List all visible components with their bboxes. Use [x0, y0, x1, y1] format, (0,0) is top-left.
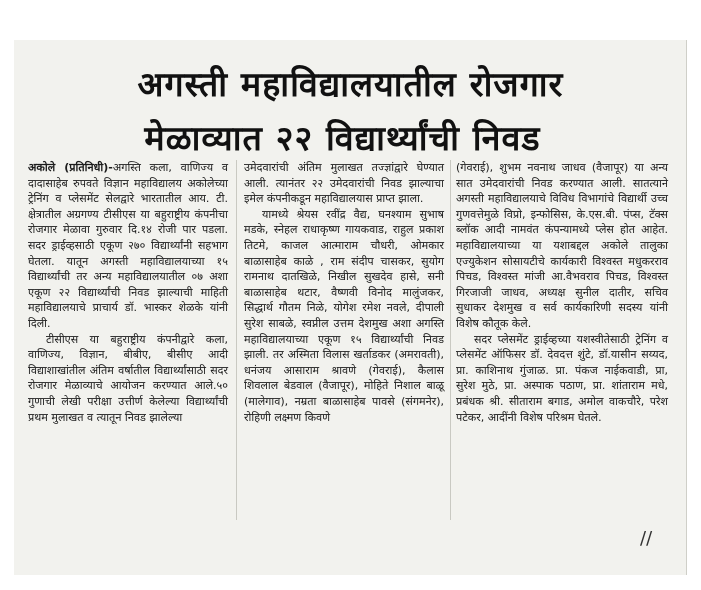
column-divider: [236, 160, 237, 520]
dateline: अकोले (प्रतिनिधी)-: [28, 161, 113, 174]
article-column-1: [28, 160, 228, 425]
article-column-2: [244, 160, 444, 425]
column-3-paragraph-1: (गेवराई), शुभम नवनाथ जाधव (वैजापूर) या अन्य सात उमेदवारांची निवड करण्यात आली. सातत्याने अगस्ती महाविद्यालयाचे विविध विभागांचे विद्यार्थी उच्च गुणवत्तेमुळे विप्रो, इन्फोसिस, के.एस.बी. पंप्स, टॅक्स ब्लॉक आदी नामवंत कंपन्यामध्ये प्लेस होत आहेत. महाविद्यालयाच्या या यशाबद्दल अकोले तालुका एज्युकेशन सोसायटीचे कार्यकारी विश्वस्त मधुकरराव पिचड, विश्वस्त मांजी आ.वैभवराव पिचड, विश्वस्त गिरजाजी जाधव, अध्यक्ष सुनील दातीर, सचिव सुधाकर देशमुख व सर्व कार्यकारिणी सदस्य यांनी विशेष कौतूक केले.: [456, 161, 668, 330]
column-2-paragraph-1: उमेदवारांची अंतिम मुलाखत तज्ज्ञांद्वारे घेण्यात आली. त्यानंतर २२ उमेदवारांची निवड झाल्याचा इमेल कंपनीकडून महाविद्यालयास प्राप्त झाला.: [244, 161, 444, 206]
headline-line-2: मेळाव्यात २२ विद्यार्थ्यांची निवड: [144, 119, 541, 159]
column-divider: [450, 160, 451, 520]
end-mark: //: [640, 528, 653, 549]
headline-line-1: अगस्ती महाविद्यालयातील रोजगार: [137, 65, 564, 105]
column-1-paragraph-1-text: अगस्ति कला, वाणिज्य व दादासाहेब रुपवते विज्ञान महाविद्यालय अकोलेच्या ट्रेनिंग व प्लेसमेंट सेलद्वारे भारतातील आय. टी. क्षेत्रातील अग्रगण्य टीसीएस या बहुराष्ट्रीय कंपनीचा रोजगार मेळावा गुरुवार दि.१४ रोजी पार पडला. सदर ड्राईव्हसाठी एकूण २७० विद्यार्थ्यांनी सहभाग घेतला. यातून अगस्ती महाविद्यालयाच्या १५ विद्यार्थ्यांची तर अन्य महाविद्यालयातील ०७ अशा एकूण २२ विद्यार्थ्यांची निवड झाल्याची माहिती महाविद्यालयाचे प्राचार्य डॉ. भास्कर शेळके यांनी दिली.: [28, 161, 228, 330]
column-1-paragraph-2: टीसीएस या बहुराष्ट्रीय कंपनीद्वारे कला, वाणिज्य, विज्ञान, बीबीए, बीसीए आदी विद्याशाखांतील अंतिम वर्षातील विद्यार्थ्यांसाठी सदर रोजगार मेळाव्याचे आयोजन करण्यात आले.५० गुणाची लेखी परीक्षा उत्तीर्ण केलेल्या विद्यार्थ्यांची प्रथम मुलाखत व त्यातून निवड झालेल्या: [28, 332, 228, 424]
column-2-paragraph-2: यामध्ये श्रेयस रवींद्र वैद्य, घनश्याम सुभाष मडके, स्नेहल राधाकृष्ण गायकवाड, राहुल प्रकाश तिटमे, काजल आत्माराम चौधरी, ओमकार बाळासाहेब काळे , राम संदीप चासकर, सुयोग रामनाथ दातखिळे, निखील सुखदेव हासे, सनी बाळासाहेब थटार, वैष्णवी विनोद मालुंजकर, सिद्धार्थ गौतम निळे, योगेश रमेश नवले, दीपाली सुरेश साबळे, स्वप्नील उत्तम देशमुख अशा अगस्ति महाविद्यालयाच्या एकूण १५ विद्यार्थ्यांची निवड झाली. तर अस्मिता विलास खर्ताडकर (अमरावती), धनंजय आसाराम श्रावणे (गेवराई), कैलास शिवलाल बेडवाल (वैजापूर), मोहिते निशाल बाळू (मालेगाव), नम्रता बाळासाहेब पावसे (संगमनेर), रोहिणी लक्ष्मण किवणे: [244, 207, 444, 424]
article-column-3: [456, 160, 668, 425]
column-3-paragraph-2: सदर प्लेसमेंट ड्राईव्हच्या यशस्वीतेसाठी ट्रेनिंग व प्लेसमेंट ऑफिसर डॉ. देवदत्त शुंटे, डॉ.यासीन सय्यद, प्रा. काशिनाथ गुंजाळ. प्रा. पंकज नाईकवाडी, प्रा, सुरेश मुठे, प्रा. अस्पाक पठाण, प्रा. शांताराम मधे, प्रबंधक श्री. सीताराम बगाड, अमोल वाकचौरे, परेश पटेकर, आदींनी विशेष परिश्रम घेतले.: [456, 332, 668, 424]
column-1-paragraph-1: [28, 160, 228, 332]
